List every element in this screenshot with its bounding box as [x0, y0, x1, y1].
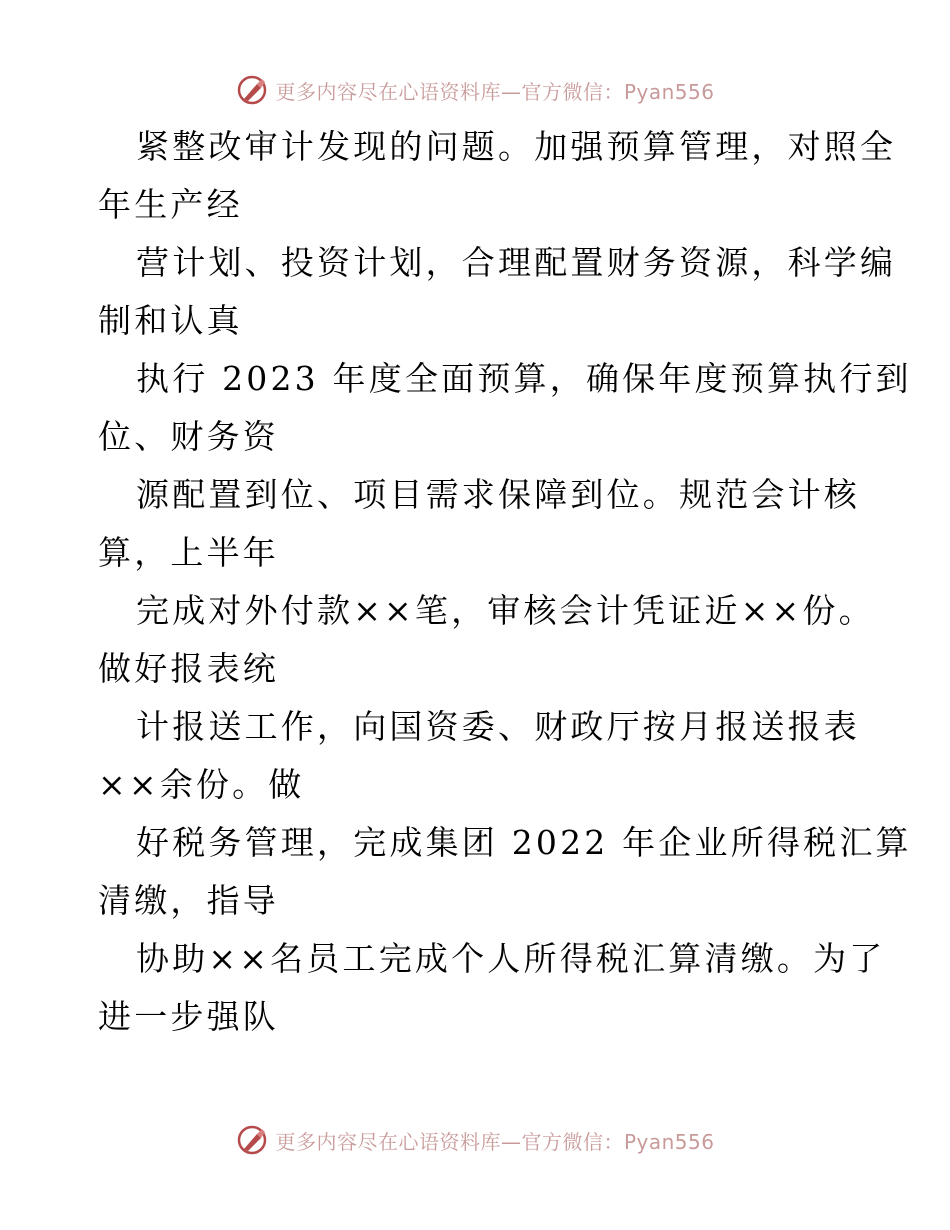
- header-watermark: [0, 70, 950, 110]
- text-line: 源配置到位、项目需求保障到位。规范会计核: [136, 475, 860, 514]
- text-line: 制和认真: [98, 301, 243, 340]
- text-line: ××余份。做: [98, 765, 305, 804]
- text-line: 算，上半年: [98, 533, 279, 572]
- text-line: 清缴，指导: [98, 881, 279, 920]
- text-line: 位、财务资: [98, 417, 279, 456]
- footer-watermark: [0, 1120, 950, 1160]
- text-line: 紧整改审计发现的问题。加强预算管理，对照全: [136, 127, 897, 166]
- text-line: 执行 2023 年度全面预算，确保年度预算执行到: [136, 359, 912, 398]
- text-line: 做好报表统: [98, 649, 279, 688]
- text-line: 计报送工作，向国资委、财政厅按月报送报表: [136, 707, 860, 746]
- document-body: [98, 118, 912, 1046]
- text-line: 好税务管理，完成集团 2022 年企业所得税汇算: [136, 823, 912, 862]
- pen-nib-circle-icon: [235, 73, 269, 107]
- text-line: 进一步强队: [98, 997, 279, 1036]
- text-line: 营计划、投资计划，合理配置财务资源，科学编: [136, 243, 897, 282]
- pen-nib-circle-icon: [235, 1123, 269, 1157]
- watermark-text: 更多内容尽在心语资料库—官方微信：Pyan556: [275, 79, 715, 104]
- text-line: 协助××名员工完成个人所得税汇算清缴。为了: [136, 939, 886, 978]
- text-line: 完成对外付款××笔，审核会计凭证近××份。: [136, 591, 875, 630]
- watermark-text: 更多内容尽在心语资料库—官方微信：Pyan556: [275, 1129, 715, 1154]
- text-line: 年生产经: [98, 185, 243, 224]
